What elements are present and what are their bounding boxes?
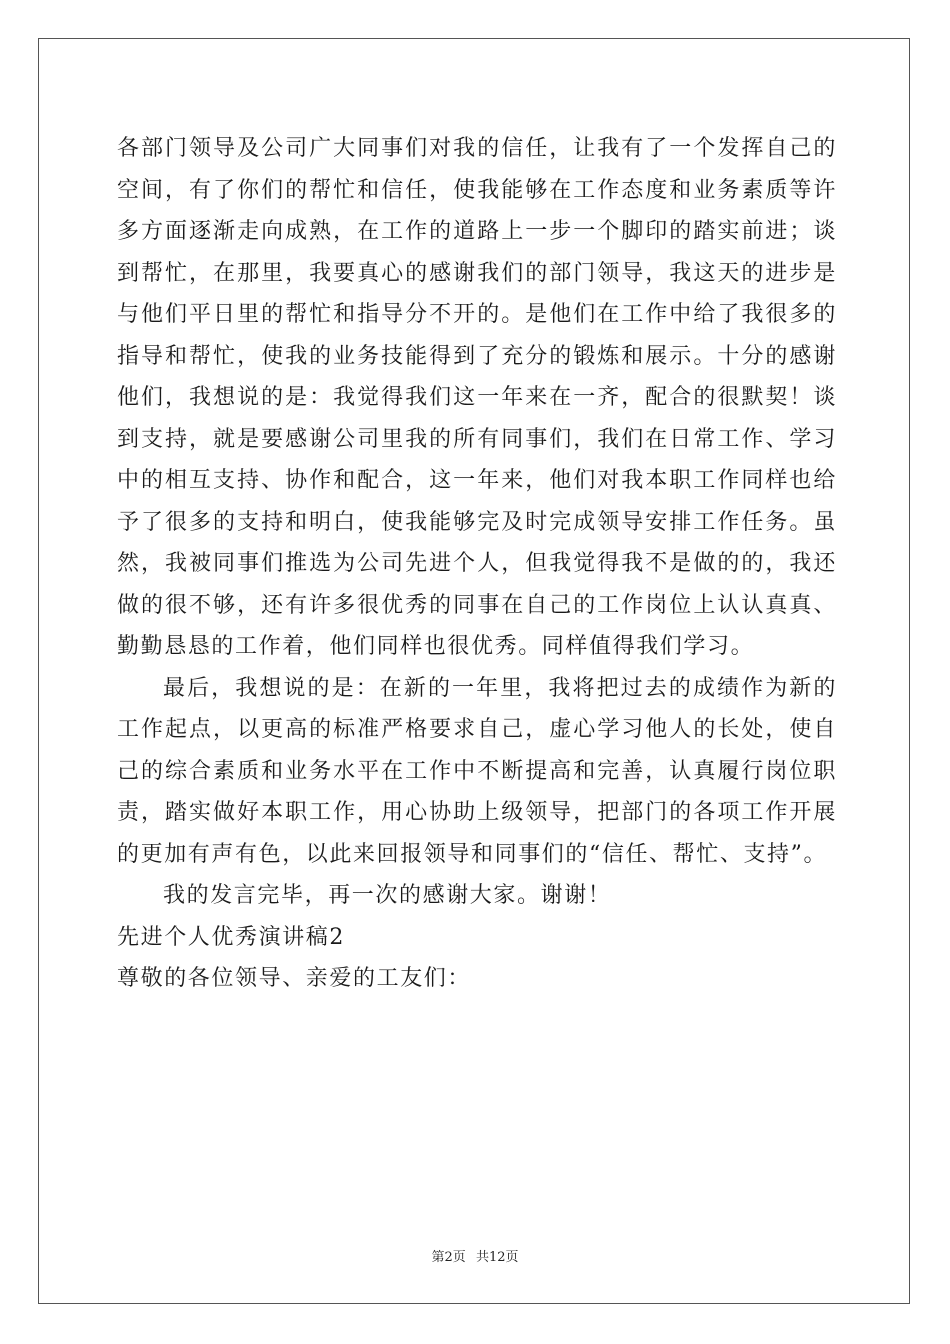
section-title: 先进个人优秀演讲稿2 (117, 924, 345, 950)
salutation: 尊敬的各位领导、亲爱的工友们： (117, 966, 472, 991)
page-number: 第2页 (431, 1250, 466, 1265)
page-footer (0, 1246, 950, 1265)
paragraph-closing-remarks: 最后，我想说的是：在新的一年里，我将把过去的成绩作为新的工作起点，以更高的标准严格要求自己，虚心学习他人的长处，使自己的综合素质和业务水平在工作中不断提高和完善，认真履行岗位职责，踏实做好本职工作，用心协助上级领导，把部门的各项工作开展的更加有声有色，以此来回报领导和同事们的“信任、帮忙、支持”。 (117, 675, 837, 867)
paragraph-thanks: 我的发言完毕，再一次的感谢大家。谢谢！ (163, 883, 612, 908)
paragraph-continuation: 各部门领导及公司广大同事们对我的信任，让我有了一个发挥自己的空间，有了你们的帮忙和信任，使我能够在工作态度和业务素质等许多方面逐渐走向成熟，在工作的道路上一步一个脚印的踏实前进；谈到帮忙，在那里，我要真心的感谢我们的部门领导，我这天的进步是与他们平日里的帮忙和指导分不开的。是他们在工作中给了我很多的指导和帮忙，使我的业务技能得到了充分的锻炼和展示。十分的感谢他们，我想说的是：我觉得我们这一年来在一齐，配合的很默契！谈到支持，就是要感谢公司里我的所有同事们，我们在日常工作、学习中的相互支持、协作和配合，这一年来，他们对我本职工作同样也给予了很多的支持和明白，使我能够完及时完成领导安排工作任务。虽然，我被同事们推选为公司先进个人，但我觉得我不是做的的，我还做的很不够，还有许多很优秀的同事在自己的工作岗位上认认真真、勤勤恳恳的工作着，他们同样也很优秀。同样值得我们学习。 (117, 136, 837, 659)
page-total: 共12页 (475, 1250, 519, 1265)
document-body (117, 128, 837, 1000)
